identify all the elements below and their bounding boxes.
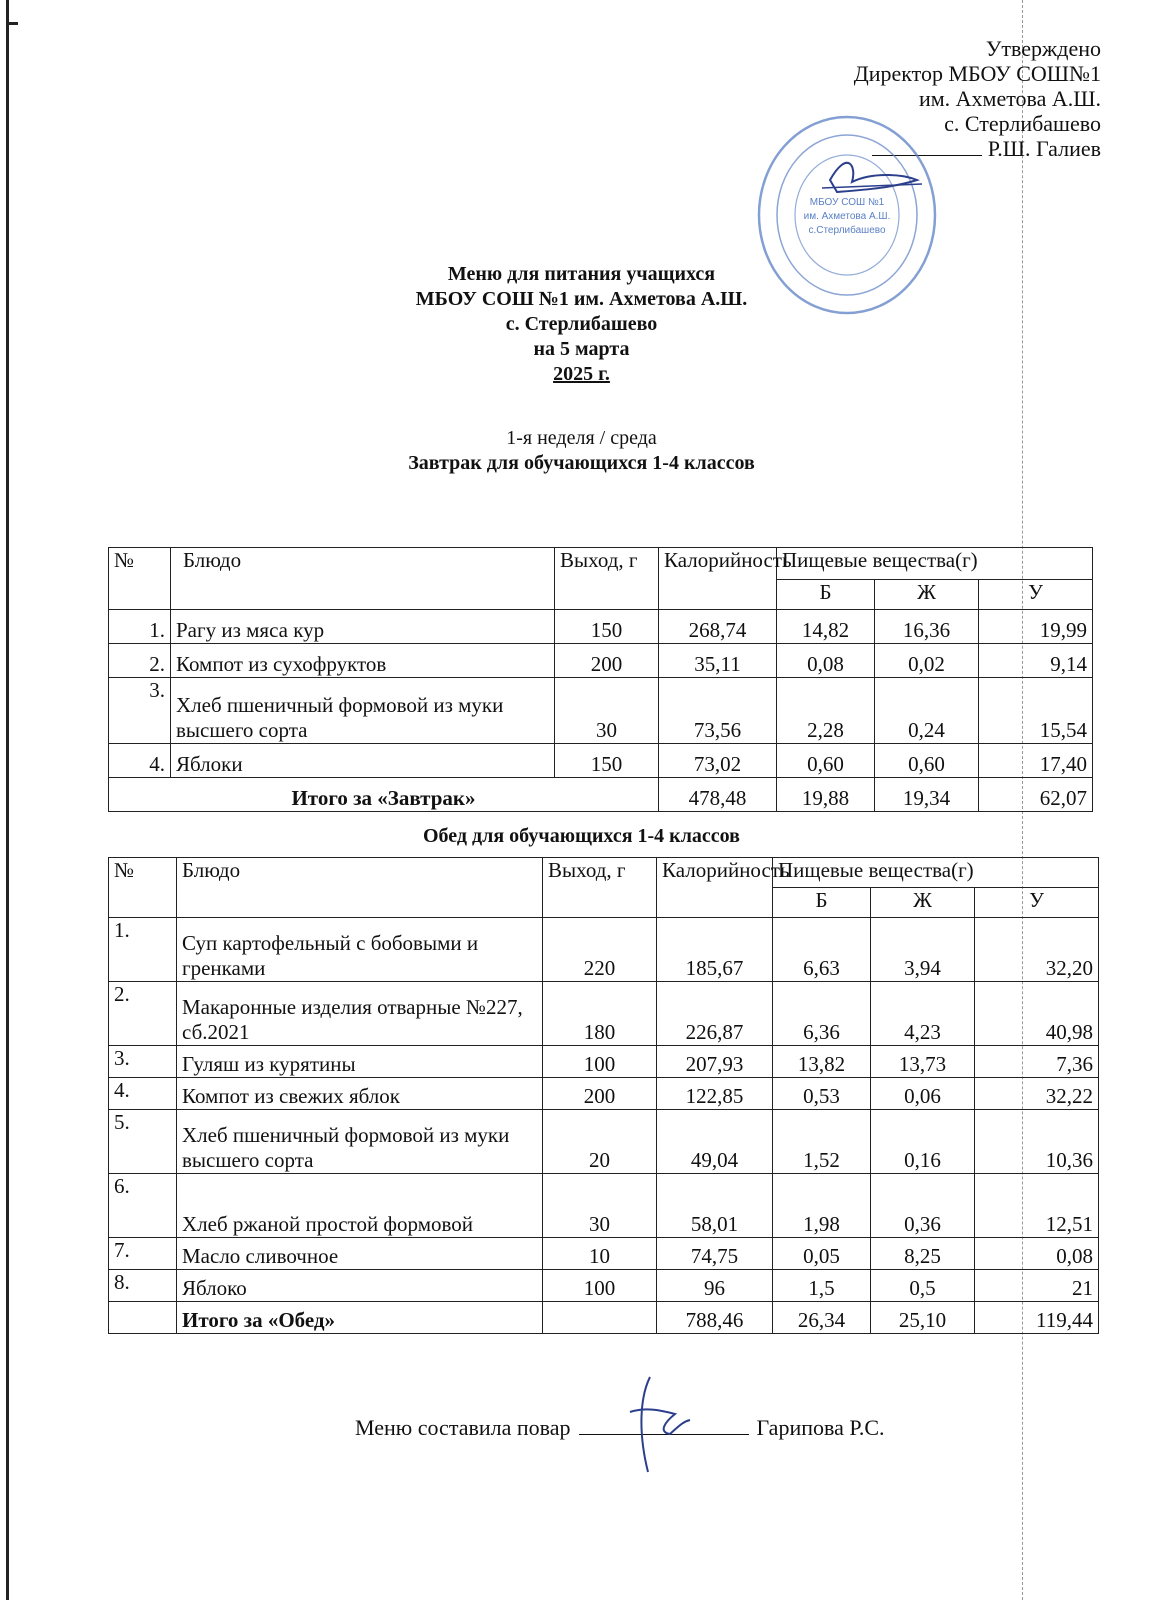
row-calories: 122,85	[657, 1078, 773, 1110]
row-zh: 13,73	[871, 1046, 975, 1078]
row-u: 32,20	[975, 918, 1099, 982]
row-zh: 0,16	[871, 1110, 975, 1174]
col-u-header: У	[979, 580, 1093, 610]
row-b: 1,5	[773, 1270, 871, 1302]
row-b: 6,36	[773, 982, 871, 1046]
row-calories: 73,02	[659, 744, 777, 778]
col-nutrients-header: Пищевые вещества(г)	[777, 548, 1093, 580]
row-num: 1.	[109, 610, 171, 644]
title-date: на 5 марта	[533, 338, 630, 360]
row-u: 9,14	[979, 644, 1093, 678]
row-num: 4.	[109, 1078, 177, 1110]
cook-signature	[620, 1372, 700, 1482]
total-label: Итого за «Обед»	[177, 1302, 543, 1334]
row-b: 0,60	[777, 744, 875, 778]
total-zh: 25,10	[871, 1302, 975, 1334]
week-label: 1-я неделя / среда	[506, 427, 657, 449]
director-signature-stroke	[822, 184, 922, 188]
row-zh: 4,23	[871, 982, 975, 1046]
total-b: 26,34	[773, 1302, 871, 1334]
table-row	[109, 1110, 1099, 1174]
breakfast-table	[108, 547, 1093, 812]
breakfast-heading: Завтрак для обучающихся 1-4 классов	[408, 452, 755, 474]
table-row	[109, 610, 1093, 644]
table-row	[109, 1046, 1099, 1078]
row-yield: 150	[555, 610, 659, 644]
row-dish: Яблоко	[177, 1270, 543, 1302]
col-zh-header: Ж	[871, 888, 975, 918]
row-calories: 226,87	[657, 982, 773, 1046]
footer-prefix: Меню составила повар	[355, 1415, 571, 1440]
col-nutrients-header: Пищевые вещества(г)	[773, 858, 1099, 888]
row-dish: Компот из сухофруктов	[171, 644, 555, 678]
col-u-header: У	[975, 888, 1099, 918]
title-line-4	[0, 337, 1163, 387]
lunch-heading: Обед для обучающихся 1-4 классов	[423, 825, 740, 847]
row-zh: 0,02	[875, 644, 979, 678]
row-num: 7.	[109, 1238, 177, 1270]
row-u: 21	[975, 1270, 1099, 1302]
row-u: 7,36	[975, 1046, 1099, 1078]
row-dish: Хлеб ржаной простой формовой	[177, 1174, 543, 1238]
row-u: 12,51	[975, 1174, 1099, 1238]
col-zh-header: Ж	[875, 580, 979, 610]
row-calories: 268,74	[659, 610, 777, 644]
row-calories: 74,75	[657, 1238, 773, 1270]
row-yield: 180	[543, 982, 657, 1046]
total-b: 19,88	[777, 778, 875, 812]
row-calories: 207,93	[657, 1046, 773, 1078]
total-u: 119,44	[975, 1302, 1099, 1334]
row-zh: 0,36	[871, 1174, 975, 1238]
table-total-row	[109, 1302, 1099, 1334]
row-num: 3.	[109, 1046, 177, 1078]
row-dish: Масло сливочное	[177, 1238, 543, 1270]
menu-title	[0, 262, 1163, 387]
table-row	[109, 678, 1093, 744]
row-b: 13,82	[773, 1046, 871, 1078]
total-u: 62,07	[979, 778, 1093, 812]
row-zh: 0,06	[871, 1078, 975, 1110]
col-yield-header: Выход, г	[555, 548, 659, 610]
row-zh: 0,60	[875, 744, 979, 778]
row-u: 15,54	[979, 678, 1093, 744]
row-zh: 8,25	[871, 1238, 975, 1270]
approval-position: Директор МБОУ СОШ№1	[853, 61, 1101, 86]
row-dish: Суп картофельный с бобовыми и гренками	[177, 918, 543, 982]
lunch-table	[108, 857, 1099, 1334]
row-yield: 30	[555, 678, 659, 744]
row-num: 8.	[109, 1270, 177, 1302]
total-calories: 788,46	[657, 1302, 773, 1334]
row-u: 32,22	[975, 1078, 1099, 1110]
title-line-2: МБОУ СОШ №1 им. Ахметова А.Ш.	[415, 288, 748, 310]
row-u: 0,08	[975, 1238, 1099, 1270]
scan-edge-mark	[6, 22, 18, 25]
table-row	[109, 1078, 1099, 1110]
stamp-line-1: МБОУ СОШ №1	[809, 197, 885, 208]
row-num: 5.	[109, 1110, 177, 1174]
col-dish-header: Блюдо	[171, 548, 555, 610]
row-dish: Гуляш из курятины	[177, 1046, 543, 1078]
row-num: 3.	[109, 678, 171, 744]
row-zh: 0,24	[875, 678, 979, 744]
row-dish: Компот из свежих яблок	[177, 1078, 543, 1110]
approval-school: им. Ахметова А.Ш.	[918, 86, 1101, 111]
row-calories: 35,11	[659, 644, 777, 678]
row-num: 6.	[109, 1174, 177, 1238]
stamp-line-3: с.Стерлибашево	[808, 225, 886, 236]
row-zh: 3,94	[871, 918, 975, 982]
total-yield-empty	[543, 1302, 657, 1334]
row-calories: 49,04	[657, 1110, 773, 1174]
row-yield: 150	[555, 744, 659, 778]
row-calories: 73,56	[659, 678, 777, 744]
title-line-1: Меню для питания учащихся	[447, 263, 716, 285]
table-row	[109, 918, 1099, 982]
row-yield: 100	[543, 1270, 657, 1302]
row-dish: Яблоки	[171, 744, 555, 778]
row-dish: Макаронные изделия отварные №227, сб.2021	[177, 982, 543, 1046]
title-line-3: с. Стерлибашево	[505, 313, 658, 335]
row-calories: 58,01	[657, 1174, 773, 1238]
col-calories-header: Калорийность	[659, 548, 777, 610]
row-dish: Рагу из мяса кур	[171, 610, 555, 644]
row-u: 40,98	[975, 982, 1099, 1046]
footer-cook-name: Гарипова Р.С.	[756, 1415, 885, 1440]
row-zh: 0,5	[871, 1270, 975, 1302]
row-yield: 20	[543, 1110, 657, 1174]
row-dish: Хлеб пшеничный формовой из муки высшего сорта	[177, 1110, 543, 1174]
row-num: 2.	[109, 982, 177, 1046]
row-b: 0,05	[773, 1238, 871, 1270]
row-calories: 185,67	[657, 918, 773, 982]
col-dish-header: Блюдо	[177, 858, 543, 918]
row-zh: 16,36	[875, 610, 979, 644]
total-zh: 19,34	[875, 778, 979, 812]
table-row	[109, 982, 1099, 1046]
table-header-row	[109, 858, 1099, 888]
row-num: 4.	[109, 744, 171, 778]
table-row	[109, 1174, 1099, 1238]
row-b: 1,52	[773, 1110, 871, 1174]
col-b-header: Б	[773, 888, 871, 918]
row-yield: 200	[555, 644, 659, 678]
total-label: Итого за «Завтрак»	[109, 778, 659, 812]
row-num: 2.	[109, 644, 171, 678]
col-num-header: №	[109, 858, 177, 918]
table-row	[109, 1238, 1099, 1270]
row-u: 10,36	[975, 1110, 1099, 1174]
row-b: 0,08	[777, 644, 875, 678]
row-yield: 100	[543, 1046, 657, 1078]
col-b-header: Б	[777, 580, 875, 610]
title-year: 2025 г.	[553, 363, 610, 385]
col-calories-header: Калорийность	[657, 858, 773, 918]
row-b: 6,63	[773, 918, 871, 982]
row-b: 0,53	[773, 1078, 871, 1110]
stamp-line-2: им. Ахметова А.Ш.	[803, 211, 891, 222]
row-yield: 220	[543, 918, 657, 982]
row-num: 1.	[109, 918, 177, 982]
row-yield: 200	[543, 1078, 657, 1110]
col-num-header: №	[109, 548, 171, 610]
table-header-row	[109, 548, 1093, 580]
row-b: 2,28	[777, 678, 875, 744]
row-b: 1,98	[773, 1174, 871, 1238]
approval-signer-name: Р.Ш. Галиев	[987, 136, 1101, 161]
table-row	[109, 1270, 1099, 1302]
approval-title: Утверждено	[985, 36, 1101, 61]
row-u: 17,40	[979, 744, 1093, 778]
table-row	[109, 744, 1093, 778]
total-calories: 478,48	[659, 778, 777, 812]
row-calories: 96	[657, 1270, 773, 1302]
row-b: 14,82	[777, 610, 875, 644]
row-dish: Хлеб пшеничный формовой из муки высшего сорта	[171, 678, 555, 744]
row-yield: 10	[543, 1238, 657, 1270]
approval-village: с. Стерлибашево	[944, 111, 1101, 136]
scan-edge	[6, 0, 9, 1600]
total-num-empty	[109, 1302, 177, 1334]
col-yield-header: Выход, г	[543, 858, 657, 918]
row-u: 19,99	[979, 610, 1093, 644]
table-total-row	[109, 778, 1093, 812]
table-row	[109, 644, 1093, 678]
row-yield: 30	[543, 1174, 657, 1238]
